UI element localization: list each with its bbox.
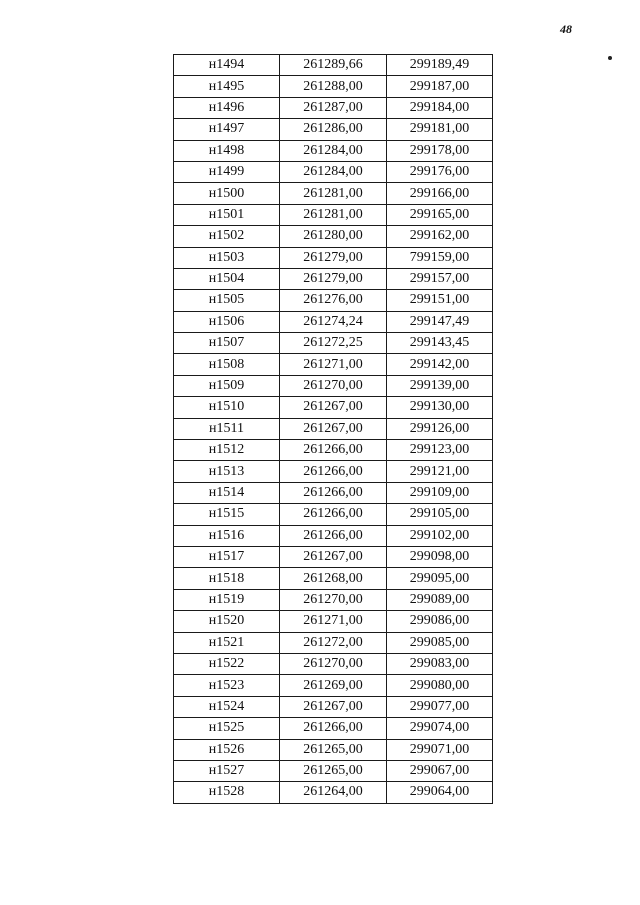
- y-coordinate-cell: 299165,00: [387, 204, 493, 225]
- point-number-cell: н1499: [174, 161, 280, 182]
- table-row: [174, 482, 493, 503]
- table-row: [174, 226, 493, 247]
- x-coordinate-cell: 261274,24: [280, 311, 387, 332]
- y-coordinate-cell: 299130,00: [387, 397, 493, 418]
- table-row: [174, 311, 493, 332]
- point-number-cell: н1510: [174, 397, 280, 418]
- point-number-cell: н1500: [174, 183, 280, 204]
- table-row: [174, 696, 493, 717]
- y-coordinate-cell: 299143,45: [387, 333, 493, 354]
- y-coordinate-cell: 299071,00: [387, 739, 493, 760]
- x-coordinate-cell: 261280,00: [280, 226, 387, 247]
- x-coordinate-cell: 261289,66: [280, 55, 387, 76]
- table-row: [174, 653, 493, 674]
- table-row: [174, 760, 493, 781]
- y-coordinate-cell: 299178,00: [387, 140, 493, 161]
- y-coordinate-cell: 299162,00: [387, 226, 493, 247]
- y-coordinate-cell: 299176,00: [387, 161, 493, 182]
- table-row: [174, 461, 493, 482]
- table-row: [174, 354, 493, 375]
- coordinates-table-body: [174, 55, 493, 804]
- table-row: [174, 504, 493, 525]
- x-coordinate-cell: 261272,00: [280, 632, 387, 653]
- point-number-cell: н1512: [174, 440, 280, 461]
- point-number-cell: н1528: [174, 782, 280, 803]
- x-coordinate-cell: 261271,00: [280, 611, 387, 632]
- x-coordinate-cell: 261270,00: [280, 589, 387, 610]
- point-number-cell: н1518: [174, 568, 280, 589]
- y-coordinate-cell: 299086,00: [387, 611, 493, 632]
- table-row: [174, 247, 493, 268]
- point-number-cell: н1520: [174, 611, 280, 632]
- point-number-cell: н1519: [174, 589, 280, 610]
- point-number-cell: н1503: [174, 247, 280, 268]
- x-coordinate-cell: 261265,00: [280, 739, 387, 760]
- y-coordinate-cell: 299089,00: [387, 589, 493, 610]
- table-row: [174, 546, 493, 567]
- table-row: [174, 589, 493, 610]
- table-row: [174, 204, 493, 225]
- y-coordinate-cell: 299147,49: [387, 311, 493, 332]
- y-coordinate-cell: 299184,00: [387, 97, 493, 118]
- table-row: [174, 611, 493, 632]
- point-number-cell: н1497: [174, 119, 280, 140]
- x-coordinate-cell: 261267,00: [280, 418, 387, 439]
- scan-mark-dot: [608, 56, 612, 60]
- point-number-cell: н1494: [174, 55, 280, 76]
- table-row: [174, 290, 493, 311]
- x-coordinate-cell: 261267,00: [280, 546, 387, 567]
- point-number-cell: н1513: [174, 461, 280, 482]
- x-coordinate-cell: 261279,00: [280, 247, 387, 268]
- point-number-cell: н1526: [174, 739, 280, 760]
- table-row: [174, 119, 493, 140]
- point-number-cell: н1521: [174, 632, 280, 653]
- y-coordinate-cell: 299077,00: [387, 696, 493, 717]
- table-row: [174, 739, 493, 760]
- x-coordinate-cell: 261268,00: [280, 568, 387, 589]
- y-coordinate-cell: 299064,00: [387, 782, 493, 803]
- point-number-cell: н1495: [174, 76, 280, 97]
- table-row: [174, 140, 493, 161]
- table-row: [174, 568, 493, 589]
- y-coordinate-cell: 299139,00: [387, 375, 493, 396]
- point-number-cell: н1496: [174, 97, 280, 118]
- table-row: [174, 97, 493, 118]
- y-coordinate-cell: 299098,00: [387, 546, 493, 567]
- point-number-cell: н1515: [174, 504, 280, 525]
- x-coordinate-cell: 261265,00: [280, 760, 387, 781]
- page-number: 48: [560, 22, 572, 36]
- point-number-cell: н1504: [174, 268, 280, 289]
- point-number-cell: н1507: [174, 333, 280, 354]
- x-coordinate-cell: 261266,00: [280, 461, 387, 482]
- x-coordinate-cell: 261284,00: [280, 140, 387, 161]
- y-coordinate-cell: 799159,00: [387, 247, 493, 268]
- point-number-cell: н1508: [174, 354, 280, 375]
- x-coordinate-cell: 261270,00: [280, 375, 387, 396]
- table-row: [174, 525, 493, 546]
- y-coordinate-cell: 299157,00: [387, 268, 493, 289]
- table-row: [174, 76, 493, 97]
- y-coordinate-cell: 299181,00: [387, 119, 493, 140]
- y-coordinate-cell: 299074,00: [387, 718, 493, 739]
- x-coordinate-cell: 261267,00: [280, 696, 387, 717]
- table-row: [174, 375, 493, 396]
- y-coordinate-cell: 299121,00: [387, 461, 493, 482]
- x-coordinate-cell: 261270,00: [280, 653, 387, 674]
- table-row: [174, 418, 493, 439]
- x-coordinate-cell: 261279,00: [280, 268, 387, 289]
- table-row: [174, 161, 493, 182]
- x-coordinate-cell: 261264,00: [280, 782, 387, 803]
- y-coordinate-cell: 299123,00: [387, 440, 493, 461]
- y-coordinate-cell: 299151,00: [387, 290, 493, 311]
- point-number-cell: н1511: [174, 418, 280, 439]
- y-coordinate-cell: 299067,00: [387, 760, 493, 781]
- table-row: [174, 675, 493, 696]
- x-coordinate-cell: 261284,00: [280, 161, 387, 182]
- x-coordinate-cell: 261271,00: [280, 354, 387, 375]
- y-coordinate-cell: 299095,00: [387, 568, 493, 589]
- x-coordinate-cell: 261288,00: [280, 76, 387, 97]
- table-row: [174, 55, 493, 76]
- table-row: [174, 333, 493, 354]
- table-row: [174, 718, 493, 739]
- table-row: [174, 782, 493, 803]
- point-number-cell: н1505: [174, 290, 280, 311]
- table-row: [174, 632, 493, 653]
- y-coordinate-cell: 299105,00: [387, 504, 493, 525]
- x-coordinate-cell: 261276,00: [280, 290, 387, 311]
- point-number-cell: н1522: [174, 653, 280, 674]
- x-coordinate-cell: 261281,00: [280, 204, 387, 225]
- x-coordinate-cell: 261266,00: [280, 504, 387, 525]
- y-coordinate-cell: 299102,00: [387, 525, 493, 546]
- y-coordinate-cell: 299166,00: [387, 183, 493, 204]
- table-row: [174, 268, 493, 289]
- point-number-cell: н1509: [174, 375, 280, 396]
- point-number-cell: н1524: [174, 696, 280, 717]
- point-number-cell: н1501: [174, 204, 280, 225]
- y-coordinate-cell: 299142,00: [387, 354, 493, 375]
- x-coordinate-cell: 261266,00: [280, 525, 387, 546]
- table-row: [174, 183, 493, 204]
- y-coordinate-cell: 299189,49: [387, 55, 493, 76]
- y-coordinate-cell: 299083,00: [387, 653, 493, 674]
- y-coordinate-cell: 299126,00: [387, 418, 493, 439]
- coordinates-table: [173, 54, 493, 804]
- point-number-cell: н1523: [174, 675, 280, 696]
- point-number-cell: н1517: [174, 546, 280, 567]
- x-coordinate-cell: 261272,25: [280, 333, 387, 354]
- y-coordinate-cell: 299080,00: [387, 675, 493, 696]
- table-row: [174, 397, 493, 418]
- y-coordinate-cell: 299109,00: [387, 482, 493, 503]
- table-row: [174, 440, 493, 461]
- x-coordinate-cell: 261269,00: [280, 675, 387, 696]
- x-coordinate-cell: 261287,00: [280, 97, 387, 118]
- point-number-cell: н1525: [174, 718, 280, 739]
- point-number-cell: н1516: [174, 525, 280, 546]
- x-coordinate-cell: 261266,00: [280, 718, 387, 739]
- x-coordinate-cell: 261286,00: [280, 119, 387, 140]
- x-coordinate-cell: 261281,00: [280, 183, 387, 204]
- point-number-cell: н1498: [174, 140, 280, 161]
- x-coordinate-cell: 261266,00: [280, 440, 387, 461]
- y-coordinate-cell: 299085,00: [387, 632, 493, 653]
- point-number-cell: н1527: [174, 760, 280, 781]
- point-number-cell: н1502: [174, 226, 280, 247]
- x-coordinate-cell: 261267,00: [280, 397, 387, 418]
- x-coordinate-cell: 261266,00: [280, 482, 387, 503]
- point-number-cell: н1514: [174, 482, 280, 503]
- y-coordinate-cell: 299187,00: [387, 76, 493, 97]
- point-number-cell: н1506: [174, 311, 280, 332]
